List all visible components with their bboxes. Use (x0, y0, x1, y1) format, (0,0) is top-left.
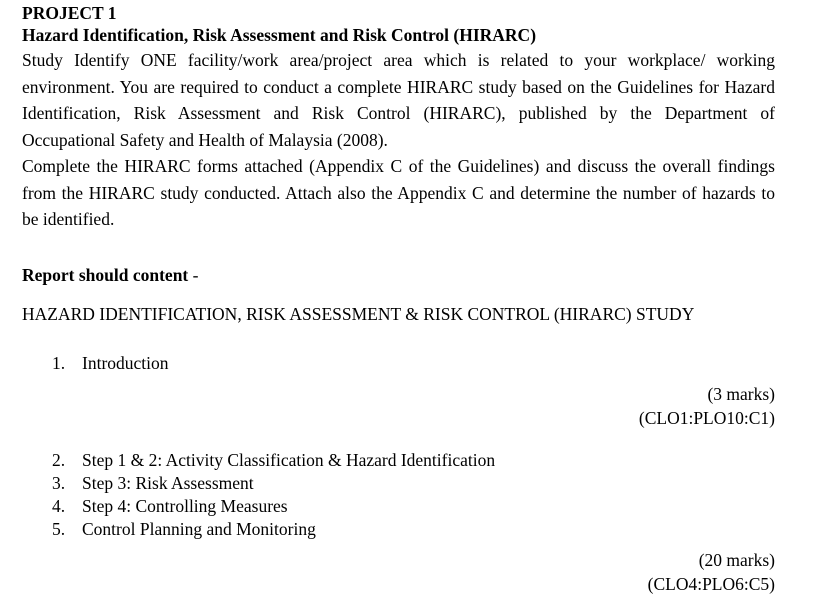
section-1-clo: (CLO1:PLO10:C1) (638, 407, 775, 428)
section-1-marks: (3 marks) (707, 384, 775, 404)
section-2-clo: (CLO4:PLO6:C5) (647, 573, 775, 594)
instructions-paragraph-2: Complete the HIRARC forms attached (Appendix C of the Guidelines) and discuss the overall findings from the HIRARC study conducted. Attach also the Appendix C and determine the number of hazards to be identified. (22, 156, 775, 229)
list-item (22, 352, 775, 375)
list-item-number: 1. (52, 353, 66, 373)
list-item (22, 472, 775, 495)
study-title: HAZARD IDENTIFICATION, RISK ASSESSMENT & RISK CONTROL (HIRARC) STUDY (22, 304, 695, 324)
project-title: PROJECT 1 (22, 3, 117, 23)
section-2-marks: (20 marks) (698, 550, 775, 570)
subject-title: Hazard Identification, Risk Assessment and Risk Control (HIRARC) (22, 25, 537, 45)
instructions-paragraph-1: Study Identify ONE facility/work area/project area which is related to your workplace/ working environment. You are required to conduct a complete HIRARC study based on the Guidelines for Hazard Identification, Risk Assessment and Risk Control (HIRARC), published by the Department of Occupational Safety and Health of Malaysia (2008). (22, 50, 775, 150)
list-item-number: 3. (52, 473, 66, 493)
section-2-list (22, 449, 775, 541)
list-item-label: Control Planning and Monitoring (82, 519, 316, 539)
list-item-number: 2. (52, 450, 66, 470)
list-item-number: 4. (52, 496, 66, 516)
list-item-label: Step 1 & 2: Activity Classification & Hazard Identification (82, 450, 496, 470)
list-item-label: Step 4: Controlling Measures (82, 496, 288, 516)
list-item (22, 495, 775, 518)
document (22, 0, 775, 596)
report-content-label: Report should content (22, 264, 189, 285)
report-content-suffix: - (188, 264, 199, 285)
list-item-label: Step 3: Risk Assessment (82, 473, 254, 493)
report-content-heading (22, 264, 775, 286)
section-1-list (22, 352, 775, 375)
list-item-number: 5. (52, 519, 66, 539)
list-item-label: Introduction (82, 353, 169, 373)
list-item (22, 518, 775, 541)
list-item (22, 449, 775, 472)
